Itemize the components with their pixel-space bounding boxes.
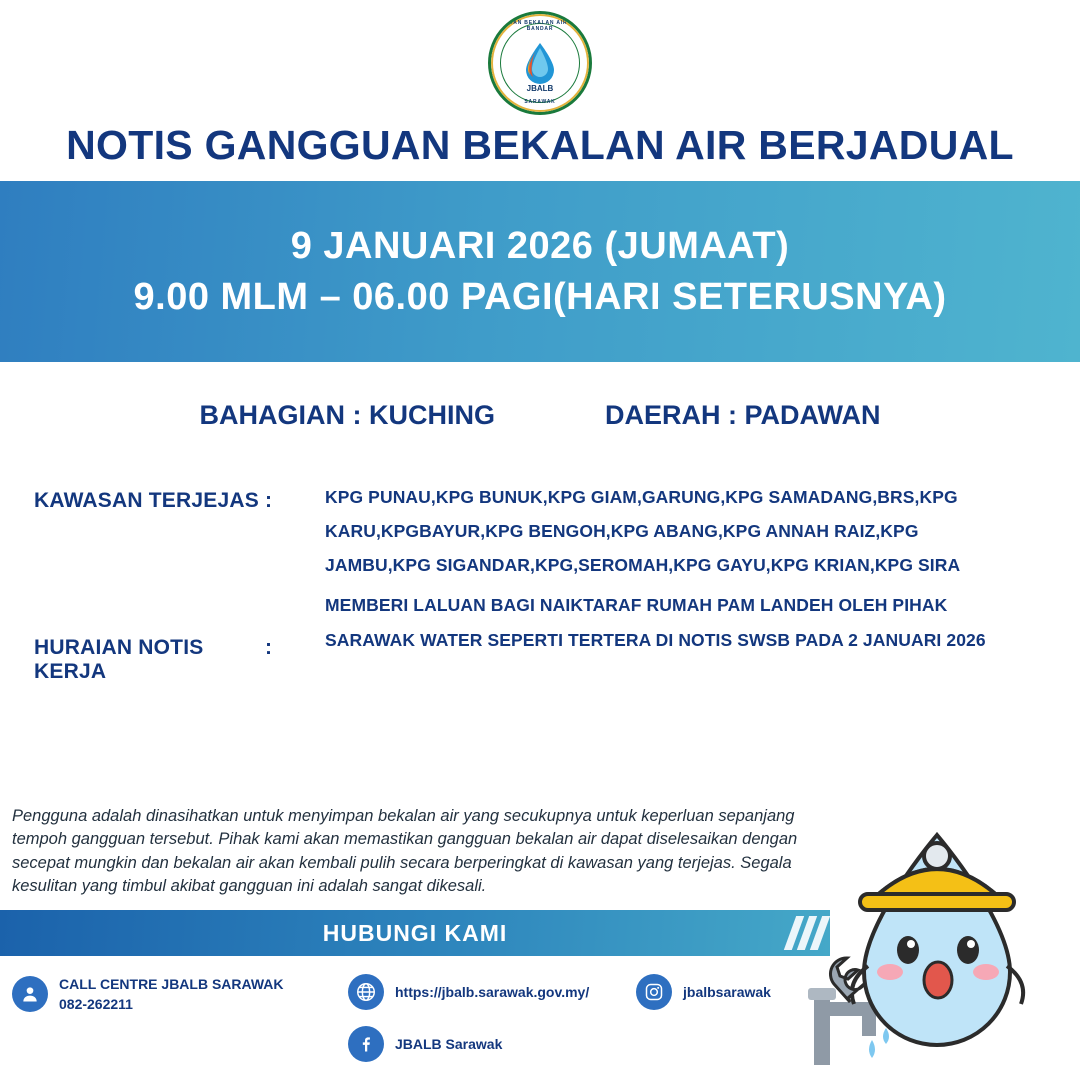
date-line-1: 9 JANUARI 2026 (JUMAAT) (290, 224, 790, 267)
work-description-colon: : (265, 636, 272, 660)
date-line-2: 9.00 MLM – 06.00 PAGI(HARI SETERUSNYA) (133, 275, 947, 318)
instagram-item[interactable] (636, 974, 771, 1010)
call-centre-item (12, 974, 284, 1015)
page-title: NOTIS GANGGUAN BEKALAN AIR BERJADUAL (66, 122, 1014, 168)
details-section (0, 480, 1080, 684)
water-droplet-mascot (802, 790, 1072, 1080)
call-centre-text (59, 974, 284, 1015)
logo-bottom-text: SARAWAK (524, 99, 556, 105)
globe-icon (348, 974, 384, 1010)
division-label: BAHAGIAN : KUCHING (199, 400, 495, 430)
call-centre-line1: CALL CENTRE JBALB SARAWAK (59, 976, 284, 992)
call-centre-line2: 082-262211 (59, 996, 133, 1013)
district-label: DAERAH : PADAWAN (604, 400, 881, 430)
logo-top-text: JABATAN BEKALAN AIR LUAR BANDAR (493, 20, 587, 32)
affected-areas-value: KPG PUNAU,KPG BUNUK,KPG GIAM,GARUNG,KPG SAMADANG,BRS,KPG KARU,KPGBAYUR,KPG BENGOH,KPG ABANG,KPG ANNAH RAIZ,KPG JAMBU,KPG SIGANDAR,KPG,SEROMAH,KPG GAYU,KPG KRIAN,KPG SIRA (325, 487, 961, 576)
work-description-value: MEMBERI LALUAN BAGI NAIKTARAF RUMAH PAM LANDEH OLEH PIHAK SARAWAK WATER SEPERTI TERTERA DI NOTIS SWSB PADA 2 JANUARI 2026 (325, 595, 986, 650)
facebook-icon (348, 1026, 384, 1062)
contact-banner-label: HUBUNGI KAMI (322, 919, 508, 946)
work-description-row (0, 588, 1080, 684)
website-text[interactable]: https://jbalb.sarawak.gov.my/ (395, 983, 590, 1000)
advisory-note: Pengguna adalah dinasihatkan untuk menyimpan bekalan air yang secukupnya untuk keperluan sepanjang tempoh gangguan tersebut. Pihak kami akan memastikan gangguan bekalan air dapat diselesaikan dengan secepat mungkin dan bekalan air akan kembali pulih secara berperingkat di kawasan yang terjejas. Segala kesulitan yang timbul akibat gangguan ini adalah sangat dikesali. (12, 807, 798, 896)
affected-areas-label: KAWASAN TERJEJAS (34, 489, 259, 512)
region-row (0, 400, 1080, 431)
affected-areas-row (0, 480, 1080, 582)
person-icon (12, 976, 48, 1012)
contact-banner (0, 910, 830, 956)
facebook-item[interactable] (348, 1026, 502, 1062)
facebook-page[interactable]: JBALB Sarawak (395, 1035, 503, 1052)
date-banner (0, 181, 1080, 362)
safety-helmet-icon (860, 843, 1014, 910)
affected-areas-colon: : (265, 489, 272, 512)
water-drop-icon (523, 42, 557, 86)
work-description-label: HURAIAN NOTIS KERJA (34, 636, 204, 684)
jbalb-logo (488, 11, 592, 115)
logo-container (0, 8, 1080, 118)
logo-mid-text: JBALB (526, 84, 554, 93)
website-item[interactable] (348, 974, 589, 1010)
instagram-icon (636, 974, 672, 1010)
instagram-handle[interactable]: jbalbsarawak (683, 983, 771, 1000)
